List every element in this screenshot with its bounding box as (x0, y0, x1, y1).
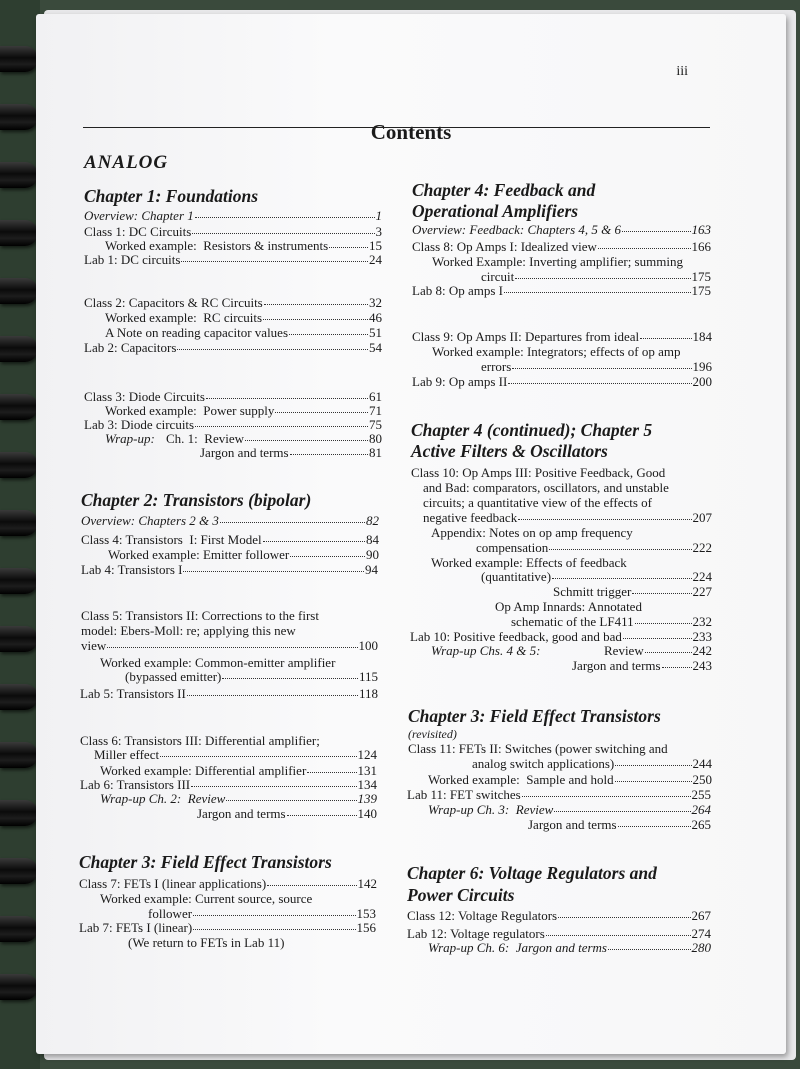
toc-entry[interactable]: Lab 5: Transistors II 118 (80, 686, 378, 701)
toc-entry[interactable]: Ch. 1: Review 80 (166, 431, 382, 446)
toc-entry[interactable]: Wrap-up Ch. 2: Review 139 (100, 791, 377, 806)
toc-entry[interactable]: negative feedback 207 (423, 510, 712, 525)
toc-note: (We return to FETs in Lab 11) (128, 935, 285, 950)
toc-entry[interactable]: schematic of the LF411 232 (511, 614, 712, 629)
toc-entry[interactable]: Miller effect 124 (94, 747, 377, 762)
toc-entry[interactable]: Class 4: Transistors I: First Model 84 (81, 532, 379, 547)
spiral-ring (0, 162, 38, 188)
toc-entry[interactable]: Worked example: Resistors & instruments 15 (105, 238, 382, 253)
toc-entry[interactable]: Class 7: FETs I (linear applications) 142 (79, 876, 377, 891)
toc-entry[interactable]: A Note on reading capacitor values 51 (105, 325, 382, 340)
toc-entry[interactable]: Lab 4: Transistors I 94 (81, 562, 378, 577)
toc-entry[interactable]: Class 3: Diode Circuits 61 (84, 389, 382, 404)
toc-entry[interactable]: Overview: Feedback: Chapters 4, 5 & 6 163 (412, 222, 711, 237)
toc-entry[interactable]: Jargon and terms 140 (197, 806, 377, 821)
spiral-ring (0, 510, 38, 536)
toc-entry[interactable]: Wrap-up Ch. 3: Review 264 (428, 802, 711, 817)
toc-entry[interactable]: Jargon and terms 243 (572, 658, 712, 673)
wrap-up-label: Wrap-up Chs. 4 & 5: (431, 643, 541, 658)
spiral-ring (0, 858, 38, 884)
toc-entry-line: model: Ebers-Moll: re; applying this new (81, 623, 296, 638)
chapter-subtitle: (revisited) (408, 727, 457, 741)
spiral-ring (0, 626, 38, 652)
toc-entry-line: Class 10: Op Amps III: Positive Feedback, Good (411, 465, 666, 480)
chapter-3-revisited-heading: Chapter 3: Field Effect Transistors (408, 706, 661, 726)
chapter-2-heading: Chapter 2: Transistors (bipolar) (81, 490, 312, 510)
toc-entry-line: Worked example: Common-emitter amplifier (100, 655, 336, 670)
chapter-4-5-heading-line2: Active Filters & Oscillators (411, 441, 608, 461)
toc-entry[interactable]: (bypassed emitter) 115 (125, 669, 378, 684)
spiral-ring (0, 104, 38, 130)
toc-entry[interactable]: Lab 2: Capacitors 54 (84, 340, 382, 355)
spiral-ring (0, 336, 38, 362)
toc-entry-line: Op Amp Innards: Annotated (495, 599, 642, 614)
spiral-ring (0, 684, 38, 710)
toc-entry[interactable]: Lab 8: Op amps I 175 (412, 283, 711, 298)
toc-entry-line: Worked example: Integrators; effects of op amp (432, 344, 681, 359)
spiral-ring (0, 568, 38, 594)
toc-entry[interactable]: Wrap-up Ch. 6: Jargon and terms 280 (428, 940, 711, 955)
toc-entry[interactable]: Lab 6: Transistors III 134 (80, 777, 377, 792)
toc-entry[interactable]: Overview: Chapters 2 & 3 82 (81, 513, 379, 528)
toc-entry-line: and Bad: comparators, oscillators, and unstable (423, 480, 669, 495)
spiral-ring (0, 742, 38, 768)
toc-entry[interactable]: Lab 7: FETs I (linear) 156 (79, 920, 376, 935)
toc-entry-line: Worked example: Current source, source (100, 891, 313, 906)
toc-entry[interactable]: Class 9: Op Amps II: Departures from ideal 184 (412, 329, 712, 344)
wrap-up-label: Wrap-up: (105, 431, 155, 446)
toc-entry[interactable]: Review 242 (604, 643, 712, 658)
title-rule (83, 127, 710, 128)
toc-entry[interactable]: Worked example: Power supply 71 (105, 403, 382, 418)
toc-entry[interactable]: Jargon and terms 265 (528, 817, 711, 832)
toc-entry-line: Class 11: FETs II: Switches (power switching and (408, 741, 668, 756)
spiral-ring (0, 220, 38, 246)
toc-entry[interactable]: Jargon and terms 81 (200, 445, 382, 460)
spiral-ring (0, 916, 38, 942)
spiral-ring (0, 394, 38, 420)
toc-entry[interactable]: Lab 10: Positive feedback, good and bad 233 (410, 629, 712, 644)
spiral-ring (0, 800, 38, 826)
chapter-6-heading-line2: Power Circuits (407, 885, 515, 905)
toc-entry-line: Appendix: Notes on op amp frequency (431, 525, 633, 540)
toc-entry[interactable]: Class 2: Capacitors & RC Circuits 32 (84, 295, 382, 310)
toc-entry[interactable]: analog switch applications) 244 (472, 756, 712, 771)
toc-entry[interactable]: view 100 (81, 638, 378, 653)
toc-entry[interactable]: follower 153 (148, 906, 376, 921)
toc-entry[interactable]: Lab 1: DC circuits 24 (84, 252, 382, 267)
toc-entry[interactable]: Worked example: RC circuits 46 (105, 310, 382, 325)
toc-entry[interactable]: errors 196 (481, 359, 712, 374)
chapter-4-heading: Chapter 4: Feedback and (412, 180, 596, 200)
page-number: iii (676, 64, 688, 79)
toc-entry[interactable]: Lab 12: Voltage regulators 274 (407, 926, 711, 941)
section-heading: ANALOG (84, 152, 169, 173)
toc-entry[interactable]: circuit 175 (481, 269, 711, 284)
chapter-6-heading: Chapter 6: Voltage Regulators and (407, 863, 657, 883)
toc-entry-line: Worked Example: Inverting amplifier; summing (432, 254, 683, 269)
toc-entry[interactable]: Class 8: Op Amps I: Idealized view 166 (412, 239, 711, 254)
chapter-4-heading-line2: Operational Amplifiers (412, 201, 579, 221)
spiral-ring (0, 974, 38, 1000)
spiral-ring (0, 452, 38, 478)
toc-entry-line: Class 5: Transistors II: Corrections to the first (81, 608, 319, 623)
spiral-ring (0, 46, 38, 72)
toc-entry[interactable]: Overview: Chapter 1 1 (84, 208, 382, 223)
toc-entry[interactable]: Lab 11: FET switches 255 (407, 787, 711, 802)
toc-entry[interactable]: Schmitt trigger 227 (553, 584, 712, 599)
toc-entry[interactable]: Class 12: Voltage Regulators 267 (407, 908, 711, 923)
chapter-4-5-heading: Chapter 4 (continued); Chapter 5 (411, 420, 653, 440)
toc-entry[interactable]: Worked example: Emitter follower 90 (108, 547, 379, 562)
toc-entry[interactable]: Worked example: Differential amplifier 131 (100, 763, 377, 778)
toc-entry[interactable]: compensation 222 (476, 540, 712, 555)
toc-entry[interactable]: Lab 3: Diode circuits 75 (84, 417, 382, 432)
chapter-1-heading: Chapter 1: Foundations (84, 186, 259, 206)
toc-entry[interactable]: Class 1: DC Circuits 3 (84, 224, 382, 239)
toc-entry[interactable]: Worked example: Sample and hold 250 (428, 772, 712, 787)
toc-entry-line: Worked example: Effects of feedback (431, 555, 627, 570)
toc-entry-line: circuits; a quantitative view of the effects of (423, 495, 652, 510)
toc-entry[interactable]: (quantitative) 224 (481, 569, 712, 584)
toc-entry-line: Class 6: Transistors III: Differential amplifier; (80, 733, 320, 748)
page-title: Contents (370, 120, 452, 144)
spiral-ring (0, 278, 38, 304)
toc-entry[interactable]: Lab 9: Op amps II 200 (412, 374, 712, 389)
chapter-3-heading: Chapter 3: Field Effect Transistors (79, 852, 332, 872)
